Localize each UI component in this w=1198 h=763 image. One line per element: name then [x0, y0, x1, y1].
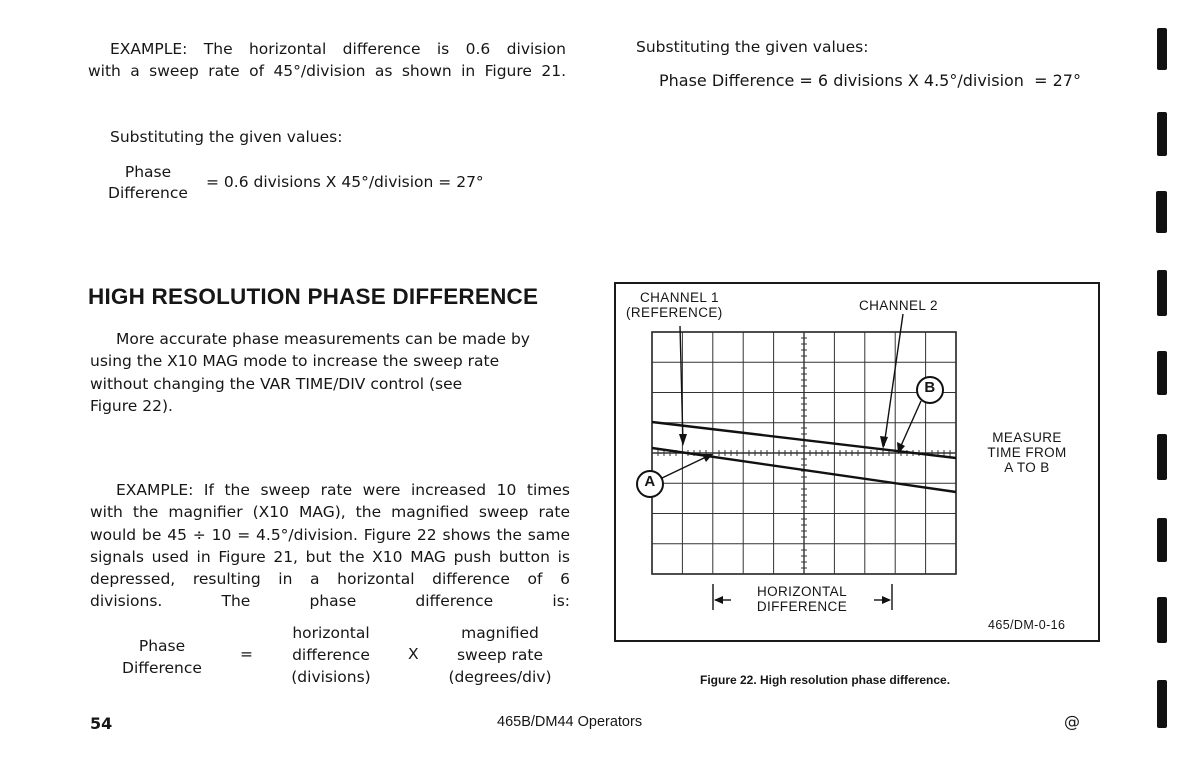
example-paragraph-1 — [88, 38, 566, 83]
text-line: divisions. The phase difference is: — [90, 592, 570, 611]
binding-mark — [1157, 434, 1167, 480]
figure-code: 465/DM-0-16 — [988, 618, 1066, 632]
text-line: using the X10 MAG mode to increase the sweep rate — [90, 352, 500, 371]
text-line: EXAMPLE: If the sweep rate were increased 10 times — [116, 481, 570, 499]
horizontal-difference-line: DIFFERENCE — [756, 599, 848, 614]
binding-mark — [1157, 112, 1167, 156]
binding-mark — [1157, 270, 1167, 316]
horizontal-difference-line: HORIZONTAL — [756, 584, 847, 599]
measure-label-line: TIME FROM — [987, 445, 1067, 460]
marker-b-leader — [900, 401, 921, 448]
figure-caption: Figure 22. High resolution phase difference. — [700, 673, 951, 687]
text-line: with the magnifier (X10 MAG), the magnified sweep rate — [90, 503, 570, 522]
difference-left-arrowhead — [714, 596, 723, 604]
section-heading: HIGH RESOLUTION PHASE DIFFERENCE — [88, 284, 539, 309]
substituting-text-left: Substituting the given values: — [110, 128, 343, 146]
text-line: Figure 22). — [90, 396, 173, 415]
formula-times: X — [408, 645, 419, 663]
formula-equals: = — [240, 645, 253, 663]
equation-label-line: Difference — [108, 184, 188, 202]
equation-label — [100, 162, 196, 204]
formula-term-line: horizontal — [292, 624, 370, 642]
binding-mark — [1157, 351, 1167, 395]
binding-mark — [1156, 191, 1167, 233]
channel-2-leader — [884, 314, 903, 446]
marker-b-label: B — [924, 379, 936, 396]
example-paragraph-2 — [90, 479, 570, 613]
formula-term-line: (divisions) — [291, 668, 371, 686]
horizontal-difference-label — [734, 584, 870, 614]
measure-label — [972, 430, 1082, 475]
channel-1-label-line: (REFERENCE) — [626, 305, 723, 320]
binding-mark — [1157, 680, 1167, 728]
marker-a-leader — [662, 457, 706, 478]
substituting-text-right: Substituting the given values: — [636, 38, 869, 56]
intro-paragraph — [90, 328, 570, 417]
formula-term-line: magnified — [461, 624, 539, 642]
figure-box — [614, 282, 1100, 642]
text-line: EXAMPLE: The horizontal difference is 0.6 division — [110, 40, 566, 58]
text-line: would be 45 ÷ 10 = 4.5°/division. Figure 22 shows the same — [90, 525, 570, 544]
binding-mark — [1157, 597, 1167, 643]
formula-label-line: Phase — [138, 637, 186, 655]
equation-expression: = 0.6 divisions X 45°/division = 27° — [206, 173, 484, 191]
formula-term-line: difference — [292, 646, 370, 664]
channel-2-arrowhead — [880, 436, 888, 449]
formula-term-sweep — [432, 622, 568, 688]
formula-term-horizontal — [268, 622, 394, 688]
equation-label-line: Phase — [124, 163, 172, 181]
difference-right-arrowhead — [882, 596, 891, 604]
text-line: without changing the VAR TIME/DIV control (see — [90, 374, 463, 393]
footer-title: 465B/DM44 Operators — [497, 714, 643, 730]
channel-2-label: CHANNEL 2 — [859, 298, 938, 313]
formula-label-line: Difference — [122, 659, 202, 677]
formula-label — [112, 635, 212, 679]
text-line: signals used in Figure 21, but the X10 MAG push button is — [90, 547, 570, 566]
channel-1-arrowhead — [679, 434, 687, 446]
text-line: depressed, resulting in a horizontal difference of 6 — [90, 570, 570, 589]
channel-1-label-line: CHANNEL 1 — [640, 290, 719, 305]
channel-1-label — [626, 290, 723, 320]
text-line: with a sweep rate of 45°/division as shown in Figure 21. — [88, 62, 566, 81]
measure-label-line: MEASURE — [992, 430, 1062, 445]
formula-term-line: (degrees/div) — [448, 668, 552, 686]
binding-mark — [1157, 28, 1167, 70]
footer-symbol: @ — [1064, 712, 1080, 731]
equation-right: Phase Difference = 6 divisions X 4.5°/division = 27° — [659, 71, 1081, 90]
page-number: 54 — [90, 714, 113, 733]
marker-a-label: A — [644, 473, 656, 490]
formula-term-line: sweep rate — [456, 646, 544, 664]
binding-mark — [1157, 518, 1167, 562]
text-line: More accurate phase measurements can be made by — [116, 330, 530, 348]
measure-label-line: A TO B — [1004, 460, 1050, 475]
